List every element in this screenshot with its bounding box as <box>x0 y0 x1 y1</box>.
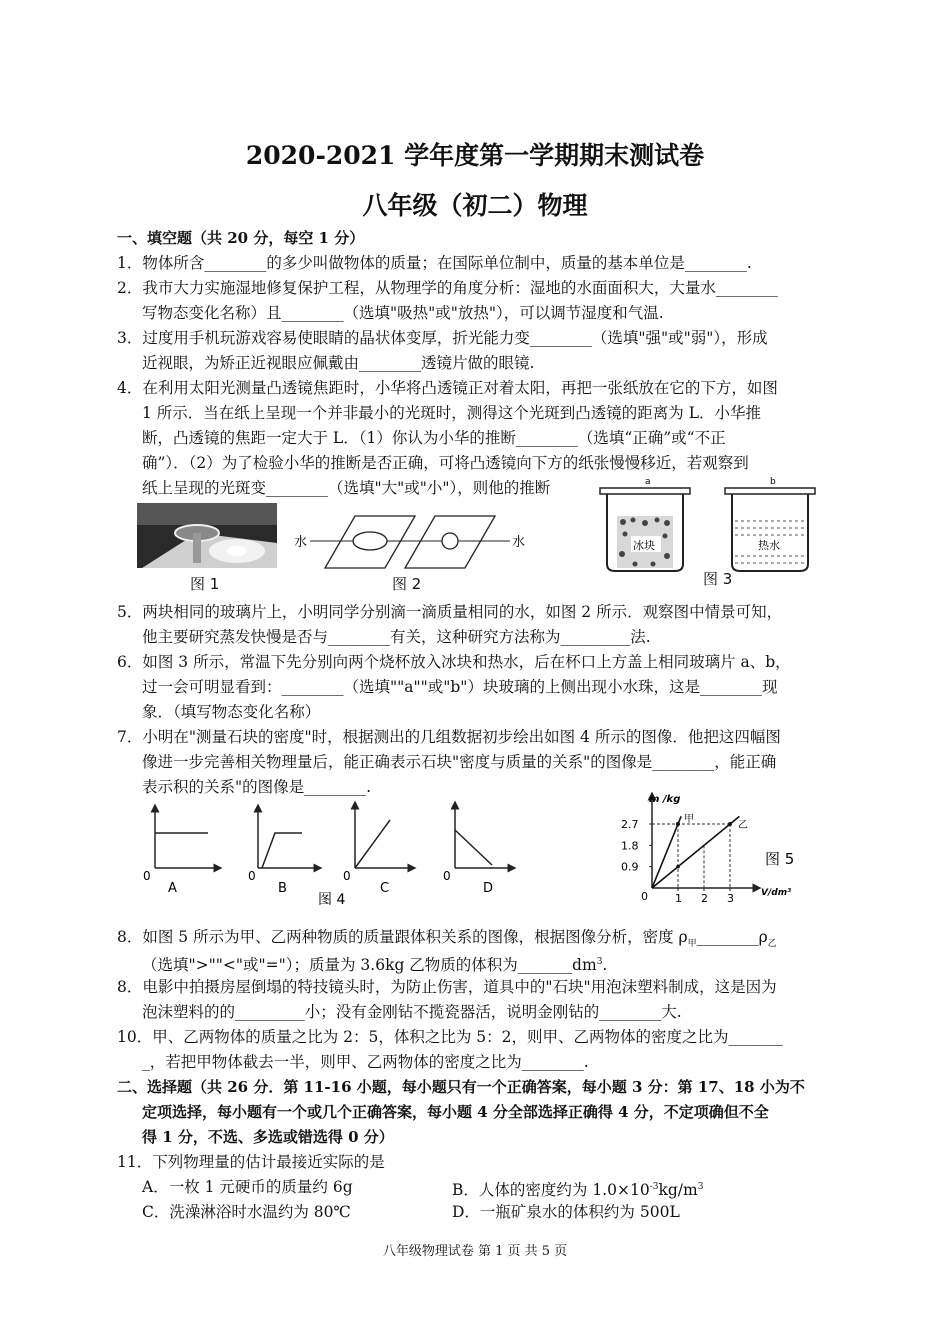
figure-4 <box>140 800 520 910</box>
question-line: 6．如图 3 所示，常温下先分别向两个烧杯放入冰块和热水，后在杯口上方盖上相同玻璃片 a、b， <box>117 653 791 671</box>
y-axis-label: m /kg <box>649 794 681 805</box>
x-tick-label: 2 <box>701 892 708 905</box>
rho-symbol: ρ <box>758 928 768 946</box>
figure-1 <box>137 503 277 568</box>
option-c: C．洗澡淋浴时水温约为 80℃ <box>142 1203 351 1221</box>
graph-c-origin: 0 <box>343 869 351 883</box>
question-line: 像进一步完善相关物理量后，能正确表示石块"密度与质量的关系"的图像是________，能正确 <box>142 753 777 771</box>
option-a: A．一枚 1 元硬币的质量约 6g <box>142 1178 353 1196</box>
page-footer: 八年级物理试卷 第 1 页 共 5 页 <box>382 1244 568 1259</box>
figure-2-caption: 图 2 <box>392 575 422 593</box>
x-tick-label: 1 <box>675 892 682 905</box>
figure-3-diagram <box>595 476 825 576</box>
graph-a-label: A <box>168 881 177 896</box>
graph-a <box>143 808 218 896</box>
series-label-jia: 甲 <box>684 813 694 825</box>
figure-3 <box>595 476 825 576</box>
question-line: 表示积的关系"的图像是________. <box>142 778 372 796</box>
question-line: 写物态变化名称）且________（选填"吸热"或"放热"），可以调节湿度和气温. <box>142 304 664 322</box>
fig3-label-a: a <box>645 477 651 487</box>
question-line: _，若把甲物体截去一半，则甲、乙两物体的密度之比为________. <box>142 1053 589 1071</box>
rho-sub-yi: 乙 <box>767 939 777 950</box>
graph-c <box>343 805 412 896</box>
y-tick-label: 2.7 <box>621 818 639 832</box>
question-line: 确”）．（2）为了检验小华的推断是否正确，可将凸透镜向下方的纸张慢慢移近，若观察到 <box>142 454 749 472</box>
x-tick-label: 3 <box>727 892 734 905</box>
figure-5 <box>615 792 815 917</box>
question-line: 5．两块相同的玻璃片上，小明同学分别滴一滴质量相同的水，如图 2 所示．观察图中情景可知， <box>117 603 783 621</box>
question-line: 他主要研究蒸发快慢是否与________有关，这种研究方法称为_________法. <box>142 628 651 646</box>
series-line-yi <box>652 816 739 888</box>
figure-5-chart <box>615 792 815 917</box>
question-line: 4．在利用太阳光测量凸透镜焦距时，小华将凸透镜正对着太阳，再把一张纸放在它的下方，如图 <box>117 379 778 397</box>
figure-2 <box>290 508 530 573</box>
question-line: 泡沫塑料的的_________小；没有金刚钻不揽瓷器活，说明金刚钻的________大. <box>142 1003 682 1021</box>
section2-title: 二、选择题（共 26 分．第 11-16 小题，每小题只有一个正确答案，每小题 3 分：第 17、18 小为不 <box>117 1078 805 1096</box>
question-line: 3．过度用手机玩游戏容易使眼睛的晶状体变厚，折光能力变________（选填"强"或"弱"），形成 <box>117 329 768 347</box>
graph-d <box>443 805 512 896</box>
fig3-ice-label: 冰块 <box>633 539 655 552</box>
question-line: 1 所示．当在纸上呈现一个并非最小的光斑时，测得这个光斑到凸透镜的距离为 L．小华推 <box>142 404 762 422</box>
question-line: （选填">""<"或"="）；质量为 3.6kg 乙物质的体积为$\_\_\_\_\_\_\_dm^3$. <box>142 956 608 975</box>
question-line: 断，凸透镜的焦距一定大于 L．（1）你认为小华的推断________（选填“正确”或“不正 <box>142 429 726 447</box>
question-line: 近视眼，为矫正近视眼应佩戴由________透镜片做的眼镜. <box>142 354 535 372</box>
fig3-hot-water-label: 热水 <box>758 539 780 552</box>
graph-a-origin: 0 <box>143 869 151 883</box>
question-11: 11．下列物理量的估计最接近实际的是 <box>117 1153 385 1171</box>
exam-title: 2020-2021 学年度第一学期期末测试卷 <box>245 141 705 170</box>
option-b-exp: -3 <box>649 1182 659 1192</box>
series-line-jia <box>652 816 681 888</box>
figure-1-photo <box>137 503 277 568</box>
figure-1-caption: 图 1 <box>190 575 220 593</box>
dm3-superscript: 3 <box>596 957 603 967</box>
option-d: D．一瓶矿泉水的体积约为 500L <box>452 1203 680 1221</box>
q8-blank: ________ <box>696 928 759 946</box>
question-line: 1．物体所含________的多少叫做物体的质量；在国际单位制中，质量的基本单位是________. <box>117 254 752 272</box>
data-point <box>676 822 680 826</box>
chart-origin: 0 <box>641 890 648 903</box>
graph-d-label: D <box>483 881 494 896</box>
figure-4-graphs <box>140 800 520 910</box>
fig3-label-b: b <box>770 477 776 487</box>
question-line: 过一会可明显看到：________（选填""a""或"b"）块玻璃的上侧出现小水珠，这是________现 <box>142 678 778 696</box>
exam-subtitle: 八年级（初二）物理 <box>362 191 588 220</box>
question-line: 2．我市大力实施湿地修复保护工程，从物理学的角度分析：湿地的水面面积大，大量水________ <box>117 279 778 297</box>
fig2-water-right: 水 <box>512 535 526 550</box>
figure-5-caption: 图 5 <box>765 850 795 868</box>
data-point <box>728 822 732 826</box>
fig2-water-left: 水 <box>294 535 308 550</box>
q8-line2: （选填">""<"或"="）；质量为 3.6kg 乙物质的体积为_______dm <box>142 956 597 975</box>
option-b-text: B．人体的密度约为 1.0×10 <box>452 1181 650 1200</box>
graph-c-label: C <box>380 881 390 896</box>
graph-b-label: B <box>278 881 287 896</box>
x-axis-label: V/dm³ <box>761 888 792 898</box>
series-label-yi: 乙 <box>738 820 748 832</box>
data-point <box>676 865 680 869</box>
section2-line: 得 1 分，不选、多选或错选得 0 分） <box>142 1128 394 1146</box>
figure-2-diagram <box>290 508 530 573</box>
question-line: 7．小明在"测量石块的密度"时，根据测出的几组数据初步绘出如图 4 所示的图像．他把这四幅图 <box>117 728 781 746</box>
question-line: 8．电影中拍摄房屋倒塌的特技镜头时，为防止伤害，道具中的"石块"用泡沫塑料制成，这是因为 <box>117 978 777 996</box>
question-line: 纸上呈现的光斑变________（选填"大"或"小"），则他的推断 <box>142 479 551 497</box>
option-b-exp2: 3 <box>697 1182 704 1192</box>
graph-b-origin: 0 <box>248 869 256 883</box>
rho-sub-jia: 甲 <box>687 939 697 950</box>
section2-line: 定项选择，每小题有一个或几个正确答案，每小题 4 分全部选择正确得 4 分，不定项确但不全 <box>142 1103 769 1121</box>
option-b-unit: kg/m <box>658 1181 698 1200</box>
option-b <box>452 1175 703 1203</box>
graph-b <box>248 808 318 896</box>
q8-text: 8．如图 5 所示为甲、乙两种物质的质量跟体积关系的图像，根据图像分析，密度 ρ <box>117 928 688 946</box>
figure-3-caption: 图 3 <box>703 570 733 588</box>
figure-4-caption: 图 4 <box>318 892 346 908</box>
question-line: 象．（填写物态变化名称） <box>142 703 321 721</box>
y-tick-label: 1.8 <box>621 839 639 853</box>
y-tick-label: 0.9 <box>621 860 639 874</box>
section1-title: 一、填空题（共 20 分，每空 1 分） <box>117 229 365 247</box>
question-line: 10．甲、乙两物体的质量之比为 2：5，体积之比为 5：2，则甲、乙两物体的密度之比为_______ <box>117 1028 783 1046</box>
graph-d-origin: 0 <box>443 869 451 883</box>
